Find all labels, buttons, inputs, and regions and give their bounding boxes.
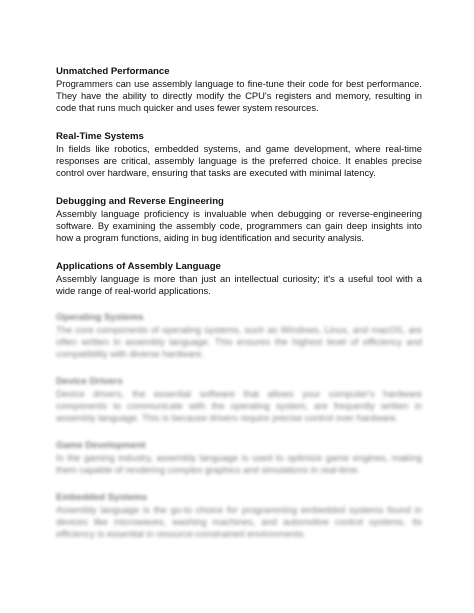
section-heading: Real-Time Systems [56,131,144,142]
blurred-section-game-development [56,440,422,476]
section-heading: Device Drivers [56,376,123,387]
section-heading: Embedded Systems [56,492,148,503]
section-body: In the gaming industry, assembly language is used to optimize game engines, making them capable of rendering complex graphics and simulations in real-time. [56,452,422,475]
section-heading: Game Development [56,440,146,451]
document-content [56,66,422,314]
section-applications [56,261,422,297]
section-debugging-reverse-engineering [56,196,422,244]
section-body: Device drivers, the essential software that allows your computer's hardware components to communicate with the operating system, are frequently written in assembly language. This is because drivers require precise control over hardware. [56,388,422,423]
blurred-section-operating-systems [56,312,422,360]
section-body: Assembly language is the go-to choice for programming embedded systems found in devices like microwaves, washing machines, and automotive control systems. Its efficiency is essential in resource-constrained environments. [56,504,422,539]
section-body: Assembly language proficiency is invaluable when debugging or reverse-engineering software. By examining the assembly code, programmers can gain deep insights into how a program functions, aiding in bug identification and security analysis. [56,208,422,243]
section-body: In fields like robotics, embedded systems, and game development, where real-time responses are critical, assembly language is the preferred choice. It enables precise control over hardware, ensuring that tasks are executed with minimal latency. [56,143,422,178]
section-body: The core components of operating systems, such as Windows, Linux, and macOS, are often written in assembly language. This ensures the highest level of efficiency and compatibility with diverse hardware. [56,324,422,359]
section-heading: Operating Systems [56,312,144,323]
section-body: Assembly language is more than just an intellectual curiosity; it's a useful tool with a wide range of real-world applications. [56,273,422,296]
section-unmatched-performance [56,66,422,114]
section-body: Programmers can use assembly language to fine-tune their code for best performance. They have the ability to directly modify the CPU's registers and memory, resulting in code that runs much quicker and uses fewer system resources. [56,78,422,113]
section-real-time-systems [56,131,422,179]
blurred-section-device-drivers [56,376,422,424]
section-heading: Applications of Assembly Language [56,261,221,272]
section-heading: Unmatched Performance [56,66,170,77]
blurred-section-embedded-systems [56,492,422,540]
section-heading: Debugging and Reverse Engineering [56,196,224,207]
